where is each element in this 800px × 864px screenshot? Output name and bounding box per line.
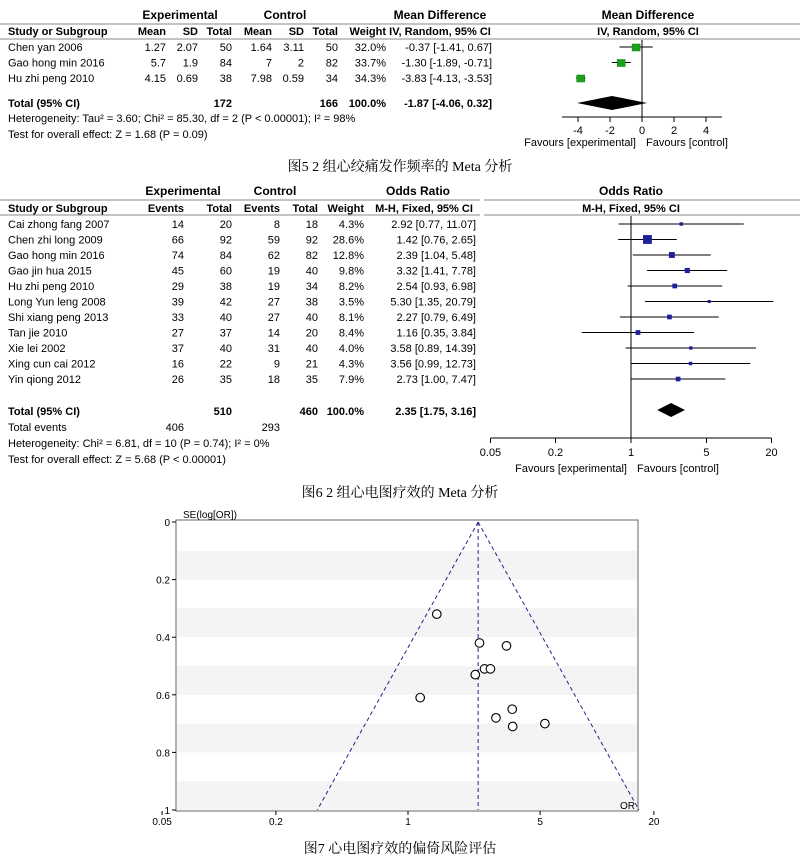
col-header-experimental: Experimental <box>142 8 218 22</box>
cell-weight: 12.8% <box>332 250 364 262</box>
cell-exp-total: 50 <box>219 42 232 54</box>
col-header-sd: SD <box>288 26 304 38</box>
favours-experimental-label: Favours [experimental] <box>524 137 636 149</box>
effect-marker <box>632 44 640 51</box>
pooled-diamond <box>577 96 647 110</box>
effect-marker <box>667 315 672 320</box>
col-header-experimental: Experimental <box>145 184 221 198</box>
cell-ctrl-events: 27 <box>267 312 280 324</box>
effect-marker <box>669 252 675 258</box>
total-weight: 100.0% <box>348 98 386 110</box>
cell-weight: 4.3% <box>338 358 364 371</box>
heterogeneity-text: Heterogeneity: Chi² = 6.81, df = 10 (P = 0.74); I² = 0% <box>8 438 270 450</box>
cell-exp-sd: 2.07 <box>176 42 198 54</box>
cell-exp-events: 39 <box>171 296 184 309</box>
favours-control-label: Favours [control] <box>646 137 728 149</box>
grid-band <box>177 666 637 695</box>
col-header-study: Study or Subgroup <box>8 203 108 215</box>
grid-band <box>177 608 637 637</box>
cell-exp-total: 37 <box>219 327 232 340</box>
cell-ctrl-total: 18 <box>305 219 318 231</box>
cell-ci: 3.58 [0.89, 14.39] <box>390 343 476 355</box>
cell-weight: 8.1% <box>338 312 364 324</box>
col-header-sd: SD <box>182 26 198 38</box>
cell-exp-events: 16 <box>171 358 184 371</box>
favours-control-label: Favours [control] <box>637 463 719 475</box>
study-point <box>508 705 517 714</box>
total-events-control: 293 <box>261 422 280 434</box>
col-header-total: Total <box>312 26 338 38</box>
x-tick-label: 0 <box>638 125 646 137</box>
effect-marker <box>708 300 711 303</box>
study-name: Chen yan 2006 <box>8 42 83 54</box>
cell-ci: -3.83 [-4.13, -3.53] <box>401 73 492 85</box>
total-ci: -1.87 [-4.06, 0.32] <box>403 98 492 110</box>
effect-marker <box>636 330 641 335</box>
cell-exp-events: 14 <box>171 219 184 231</box>
total-control: 460 <box>299 406 318 418</box>
funnel-y-axis-label: SE(log[OR]) <box>183 510 237 521</box>
effect-marker <box>676 377 681 382</box>
effect-marker <box>689 346 692 349</box>
cell-weight: 3.5% <box>338 296 364 309</box>
cell-exp-mean: 5.7 <box>150 57 166 70</box>
cell-weight: 34.3% <box>354 73 386 85</box>
cell-ctrl-events: 59 <box>267 234 280 247</box>
cell-ctrl-events: 14 <box>267 327 280 340</box>
cell-exp-mean: 1.27 <box>144 42 166 54</box>
col-header-events: Events <box>147 203 184 215</box>
effect-marker <box>577 75 585 82</box>
cell-exp-total: 38 <box>219 281 232 293</box>
col-header-method: M-H, Fixed, 95% CI <box>375 203 473 215</box>
effect-marker <box>689 362 692 365</box>
cell-ctrl-total: 92 <box>305 234 318 247</box>
study-point <box>492 714 501 723</box>
x-tick-label: 1 <box>627 447 635 459</box>
col-header-control: Control <box>253 184 297 198</box>
total-ci: 2.35 [1.75, 3.16] <box>395 406 476 418</box>
study-point <box>502 642 511 651</box>
cell-weight: 4.0% <box>338 343 364 355</box>
cell-exp-total: 38 <box>219 73 232 85</box>
cell-ci: 1.42 [0.76, 2.65] <box>396 234 476 247</box>
study-name: Yin qiong 2012 <box>8 374 81 386</box>
cell-ctrl-total: 20 <box>305 327 318 340</box>
cell-exp-total: 22 <box>219 358 232 371</box>
x-tick-label: 1 <box>405 817 411 828</box>
x-tick-label: 5 <box>703 447 710 459</box>
cell-ctrl-total: 34 <box>305 281 318 293</box>
overall-effect-text: Test for overall effect: Z = 1.68 (P = 0.09) <box>8 129 208 141</box>
funnel-plot <box>0 505 800 837</box>
cell-ci: 2.73 [1.00, 7.47] <box>396 374 476 386</box>
cell-ctrl-sd: 0.59 <box>282 73 304 85</box>
cell-ci: -0.37 [-1.41, 0.67] <box>405 42 492 54</box>
cell-weight: 32.0% <box>354 42 386 54</box>
col-header-total: Total <box>292 203 318 215</box>
x-tick-label: 0.05 <box>479 447 502 459</box>
study-point <box>475 639 484 648</box>
cell-exp-events: 45 <box>171 265 184 278</box>
total-weight: 100.0% <box>326 406 364 418</box>
study-point <box>471 670 480 679</box>
x-tick-label: 0.2 <box>268 817 283 828</box>
cell-weight: 28.6% <box>332 234 364 247</box>
x-tick-label: 20 <box>648 817 660 828</box>
plot-header-method: IV, Random, 95% CI <box>597 26 699 38</box>
cell-exp-total: 35 <box>219 374 232 386</box>
study-name: Tan jie 2010 <box>8 327 68 340</box>
col-header-study: Study or Subgroup <box>8 26 108 38</box>
cell-ci: 2.92 [0.77, 11.07] <box>391 219 476 231</box>
cell-ctrl-events: 31 <box>267 343 280 355</box>
study-name: Gao jin hua 2015 <box>8 265 92 278</box>
cell-ci: 5.30 [1.35, 20.79] <box>390 296 476 309</box>
study-name: Xie lei 2002 <box>8 343 66 355</box>
plot-header-odds-ratio: Odds Ratio <box>598 184 664 198</box>
cell-exp-events: 66 <box>171 234 184 247</box>
cell-ctrl-sd: 2 <box>297 57 304 70</box>
cell-ctrl-total: 82 <box>325 57 338 70</box>
total-experimental: 172 <box>213 98 232 110</box>
x-tick-label: 5 <box>537 817 543 828</box>
heterogeneity-text: Heterogeneity: Tau² = 3.60; Chi² = 85.30, df = 2 (P < 0.00001); I² = 98% <box>8 113 356 125</box>
cell-ctrl-events: 8 <box>273 219 280 231</box>
col-header-weight: Weight <box>349 26 386 38</box>
x-tick-label: 4 <box>702 125 710 137</box>
cell-ctrl-events: 27 <box>267 296 280 309</box>
cell-exp-total: 84 <box>219 57 232 70</box>
cell-exp-total: 92 <box>219 234 232 247</box>
cell-weight: 7.9% <box>338 374 364 386</box>
effect-marker <box>617 60 625 67</box>
cell-exp-events: 33 <box>171 312 184 324</box>
figure-7-caption: 图7 心电图疗效的偏倚风险评估 <box>303 842 497 857</box>
study-name: Xing cun cai 2012 <box>8 358 96 371</box>
effect-marker <box>680 222 683 225</box>
cell-ctrl-events: 62 <box>267 250 280 262</box>
cell-exp-total: 40 <box>219 343 232 355</box>
study-name: Cai zhong fang 2007 <box>8 219 110 231</box>
cell-ctrl-total: 34 <box>325 73 338 85</box>
study-name: Hu zhi peng 2010 <box>8 281 95 293</box>
cell-ctrl-sd: 3.11 <box>283 42 304 54</box>
y-tick-label: 0 <box>164 518 170 529</box>
cell-exp-total: 40 <box>219 312 232 324</box>
cell-ctrl-total: 82 <box>305 250 318 262</box>
funnel-x-axis-label: OR <box>620 801 635 812</box>
cell-ctrl-events: 9 <box>273 358 280 371</box>
y-tick-label: 0.8 <box>156 748 170 760</box>
study-point <box>416 693 425 702</box>
cell-ci: -1.30 [-1.89, -0.71] <box>401 57 492 70</box>
x-tick-label: 2 <box>670 125 678 137</box>
effect-marker <box>672 284 677 289</box>
grid-band <box>177 724 637 753</box>
y-tick-label: 0.2 <box>156 575 170 587</box>
cell-exp-events: 74 <box>171 250 184 262</box>
forest-plot-mean-difference <box>0 0 800 182</box>
figure-5-caption: 图5 2 组心绞痛发作频率的 Meta 分析 <box>287 160 513 175</box>
cell-exp-total: 20 <box>219 219 232 231</box>
col-header-events: Events <box>243 203 280 215</box>
x-tick-label: 0.05 <box>152 817 172 828</box>
cell-ctrl-total: 21 <box>305 358 318 371</box>
cell-exp-sd: 1.9 <box>182 57 198 70</box>
cell-weight: 4.3% <box>338 219 364 231</box>
study-name: Long Yun leng 2008 <box>8 296 106 309</box>
x-tick-label: -2 <box>605 125 615 137</box>
cell-ctrl-total: 40 <box>305 265 318 278</box>
study-point <box>508 722 517 731</box>
total-events-label: Total events <box>8 422 67 434</box>
study-point <box>432 610 441 619</box>
grid-band <box>177 551 637 580</box>
study-name: Chen zhi long 2009 <box>8 234 103 247</box>
col-header-odds-ratio: Odds Ratio <box>385 184 451 198</box>
col-header-weight: Weight <box>327 203 364 215</box>
plot-header-method: M-H, Fixed, 95% CI <box>582 203 680 215</box>
total-events-experimental: 406 <box>165 422 184 434</box>
cell-ctrl-events: 18 <box>267 374 280 386</box>
cell-ci: 3.56 [0.99, 12.73] <box>390 358 476 371</box>
y-tick-label: 0.4 <box>156 633 170 645</box>
cell-ci: 2.27 [0.79, 6.49] <box>396 312 476 324</box>
total-label: Total (95% CI) <box>8 406 80 418</box>
cell-exp-total: 42 <box>219 296 232 309</box>
x-tick-label: -4 <box>573 125 583 137</box>
cell-exp-events: 27 <box>171 327 184 340</box>
cell-ctrl-total: 38 <box>305 296 318 309</box>
cell-weight: 8.4% <box>338 327 364 340</box>
y-tick-label: 1 <box>164 806 170 817</box>
cell-exp-sd: 0.69 <box>176 73 198 85</box>
cell-exp-events: 29 <box>171 281 184 293</box>
col-header-control: Control <box>263 8 307 22</box>
study-name: Gao hong min 2016 <box>8 57 105 70</box>
figure-6-caption: 图6 2 组心电图疗效的 Meta 分析 <box>301 486 499 501</box>
study-point <box>486 665 495 674</box>
cell-ci: 2.39 [1.04, 5.48] <box>396 250 476 262</box>
y-tick-label: 0.6 <box>156 690 170 702</box>
study-name: Hu zhi peng 2010 <box>8 73 95 85</box>
col-header-mean: Mean <box>137 26 166 38</box>
cell-exp-events: 37 <box>171 343 184 355</box>
plot-header-mean-difference: Mean Difference <box>601 8 695 22</box>
effect-marker <box>685 268 690 273</box>
cell-exp-events: 26 <box>171 374 184 386</box>
x-tick-label: 0.2 <box>547 447 564 459</box>
col-header-total: Total <box>206 26 232 38</box>
cell-ci: 1.16 [0.35, 3.84] <box>396 327 476 340</box>
col-header-mean-difference: Mean Difference <box>393 8 487 22</box>
forest-plot-odds-ratio <box>0 182 800 478</box>
effect-marker <box>643 235 652 244</box>
cell-ctrl-total: 40 <box>305 343 318 355</box>
total-label: Total (95% CI) <box>8 98 80 110</box>
cell-ctrl-total: 35 <box>305 374 318 386</box>
x-tick-label: 20 <box>765 447 778 459</box>
study-name: Shi xiang peng 2013 <box>8 312 109 324</box>
col-header-total: Total <box>206 203 232 215</box>
grid-band <box>177 781 637 810</box>
overall-effect-text: Test for overall effect: Z = 5.68 (P < 0.00001) <box>8 454 226 466</box>
cell-exp-mean: 4.15 <box>144 73 166 85</box>
total-control: 166 <box>319 98 338 110</box>
cell-ctrl-events: 19 <box>267 281 280 293</box>
cell-weight: 9.8% <box>338 265 364 278</box>
cell-weight: 33.7% <box>354 57 386 70</box>
cell-ctrl-mean: 1.64 <box>250 42 272 54</box>
study-point <box>541 719 550 728</box>
cell-ctrl-events: 19 <box>267 265 280 278</box>
cell-weight: 8.2% <box>338 281 364 293</box>
cell-ctrl-mean: 7 <box>265 57 272 70</box>
cell-ctrl-total: 40 <box>305 312 318 324</box>
cell-exp-total: 60 <box>219 265 232 278</box>
study-name: Gao hong min 2016 <box>8 250 105 262</box>
cell-exp-total: 84 <box>219 250 232 262</box>
cell-ci: 2.54 [0.93, 6.98] <box>396 281 476 293</box>
cell-ci: 3.32 [1.41, 7.78] <box>396 265 476 278</box>
favours-experimental-label: Favours [experimental] <box>515 463 627 475</box>
col-header-mean: Mean <box>243 26 272 38</box>
col-header-method: IV, Random, 95% CI <box>389 26 491 38</box>
cell-ctrl-mean: 7.98 <box>250 73 272 85</box>
total-experimental: 510 <box>213 406 232 418</box>
cell-ctrl-total: 50 <box>325 42 338 54</box>
pooled-diamond <box>657 403 685 417</box>
